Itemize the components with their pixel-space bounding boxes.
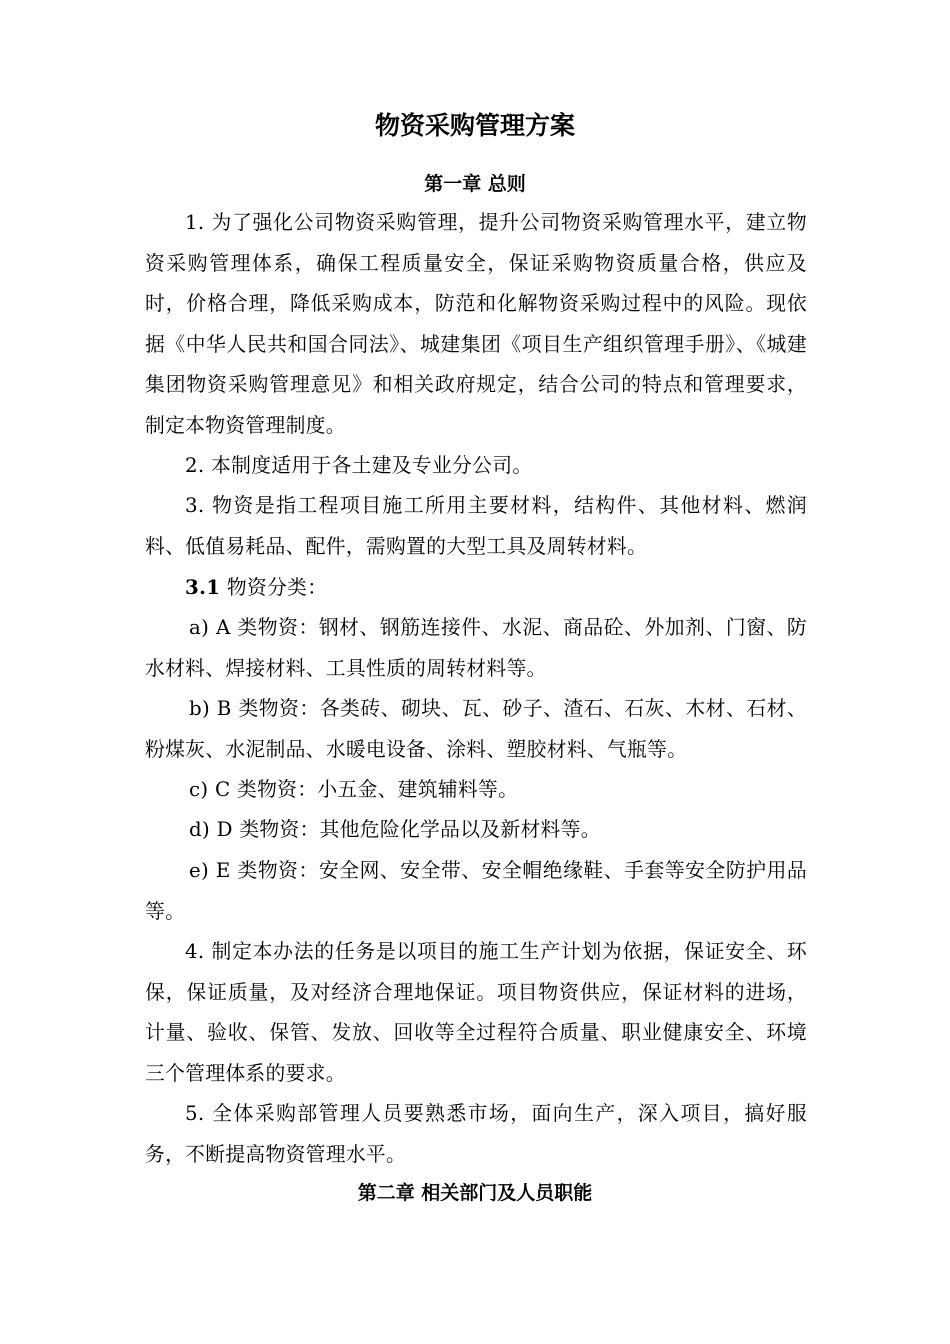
paragraph-4: 4. 制定本办法的任务是以项目的施工生产计划为依据，保证安全、环保，保证质量，及对经济合理地保证。项目物资供应，保证材料的进场，计量、验收、保管、发放、回收等全过程符合质量、职业健康安全、环境三个管理体系的要求。 [145, 940, 807, 1085]
paragraph-5: 5. 全体采购部管理人员要熟悉市场，面向生产，深入项目，搞好服务，不断提高物资管理水平。 [145, 1102, 807, 1166]
chapter-1-heading: 第一章 总则 [424, 173, 526, 195]
category-e: e) E 类物资：安全网、安全带、安全帽绝缘鞋、手套等安全防护用品等。 [145, 859, 807, 923]
category-d: d) D 类物资：其他危险化学品以及新材料等。 [189, 818, 601, 841]
paragraph-3-1 [145, 567, 807, 609]
category-b: b) B 类物资：各类砖、砌块、瓦、砂子、渣石、石灰、木材、石材、粉煤灰、水泥制品、水暖电设备、涂料、塑胶材料、气瓶等。 [145, 697, 807, 761]
category-a: a) A 类物资：钢材、钢筋连接件、水泥、商品砼、外加剂、门窗、防水材料、焊接材料、工具性质的周转材料等。 [145, 616, 807, 680]
paragraph-2: 2. 本制度适用于各土建及专业分公司。 [185, 454, 533, 477]
paragraph-3: 3. 物资是指工程项目施工所用主要材料，结构件、其他材料、燃润料、低值易耗品、配件，需购置的大型工具及周转材料。 [145, 494, 807, 558]
category-c: c) C 类物资：小五金、建筑辅料等。 [189, 778, 519, 801]
section-number: 3.1 [185, 575, 221, 599]
chapter-2-heading: 第二章 相关部门及人员职能 [357, 1182, 593, 1204]
section-label: 物资分类： [220, 576, 328, 599]
paragraph-1: 1. 为了强化公司物资采购管理，提升公司物资采购管理水平，建立物资采购管理体系，确保工程质量安全，保证采购物资质量合格，供应及时，价格合理，降低采购成本，防范和化解物资采购过程中的风险。现依据《中华人民共和国合同法》、城建集团《项目生产组织管理手册》、《城建集团物资采购管理意见》和相关政府规定，结合公司的特点和管理要求，制定本物资管理制度。 [145, 211, 807, 437]
document-title: 物资采购管理方案 [374, 111, 575, 140]
